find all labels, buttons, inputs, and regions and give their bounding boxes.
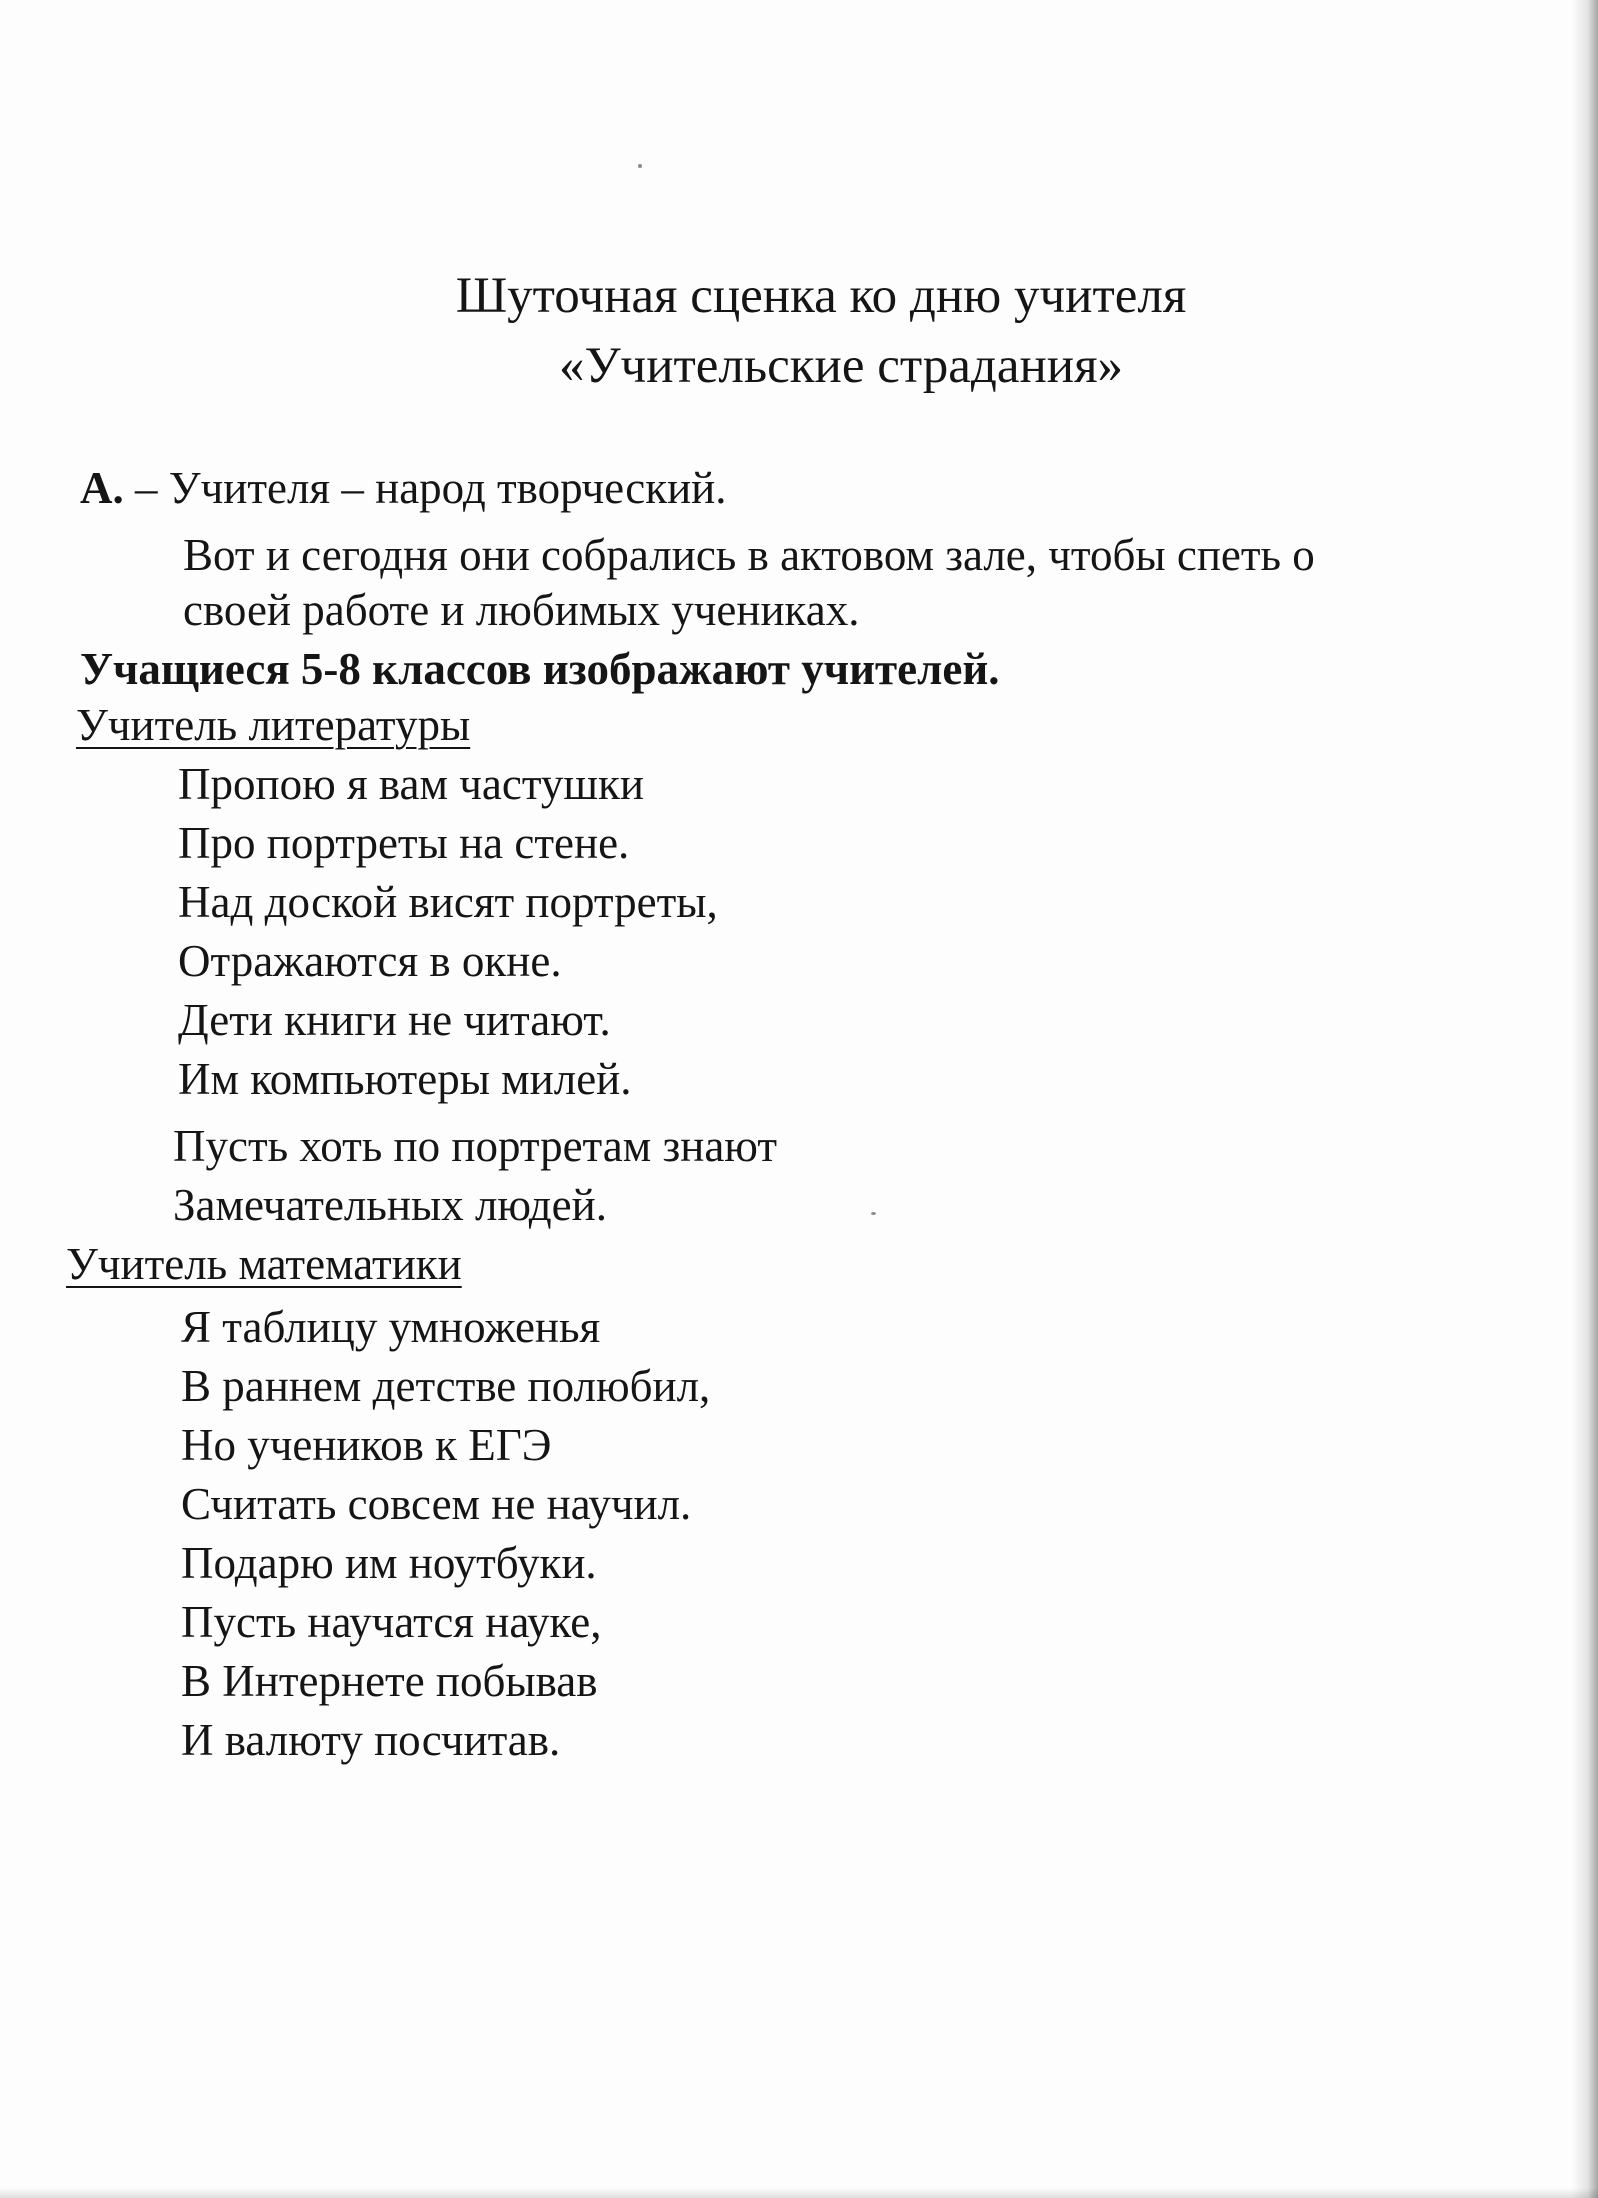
- verse-line: И валюту посчитав.: [181, 1715, 561, 1765]
- section-heading-literature: Учитель литературы: [76, 700, 471, 750]
- stage-note: Учащиеся 5-8 классов изображают учителей.: [80, 644, 1000, 694]
- verse-line: Я таблицу умноженья: [181, 1302, 601, 1352]
- page-title: Шуточная сценка ко дню учителя: [455, 268, 1187, 324]
- scan-edge-shadow-bottom: [0, 2188, 1598, 2198]
- verse-line: Пропою я вам частушки: [178, 759, 644, 809]
- verse-line: Пусть научатся науке,: [181, 1597, 602, 1647]
- speaker-label: А.: [80, 463, 124, 513]
- intro-text: – Учителя – народ творческий.: [135, 463, 727, 513]
- verse-line: Дети книги не читают.: [178, 995, 611, 1045]
- verse-line: Им компьютеры милей.: [178, 1054, 632, 1104]
- verse-line: Замечательных людей.: [173, 1180, 607, 1230]
- verse-line: Но учеников к ЕГЭ: [181, 1420, 552, 1470]
- scan-edge-shadow: [1572, 0, 1598, 2198]
- scan-speck: [638, 164, 642, 168]
- verse-line: Подарю им ноутбуки.: [181, 1538, 597, 1588]
- verse-line: В раннем детстве полюбил,: [181, 1361, 711, 1411]
- intro-line-1: [80, 460, 726, 516]
- page-subtitle: «Учительские страдания»: [558, 338, 1124, 394]
- intro-line-2: Вот и сегодня они собрались в актовом зале, чтобы спеть о: [183, 530, 1315, 580]
- verse-line: Отражаются в окне.: [178, 936, 562, 986]
- verse-line: Считать совсем не научил.: [181, 1479, 692, 1529]
- scan-speck: [871, 1212, 876, 1215]
- verse-line: В Интернете побывав: [181, 1656, 598, 1706]
- verse-line: Про портреты на стене.: [178, 818, 630, 868]
- intro-line-3: своей работе и любимых учениках.: [183, 585, 860, 635]
- verse-line: Пусть хоть по портретам знают: [173, 1121, 777, 1171]
- section-heading-math: Учитель математики: [66, 1239, 462, 1289]
- verse-line: Над доской висят портреты,: [178, 877, 718, 927]
